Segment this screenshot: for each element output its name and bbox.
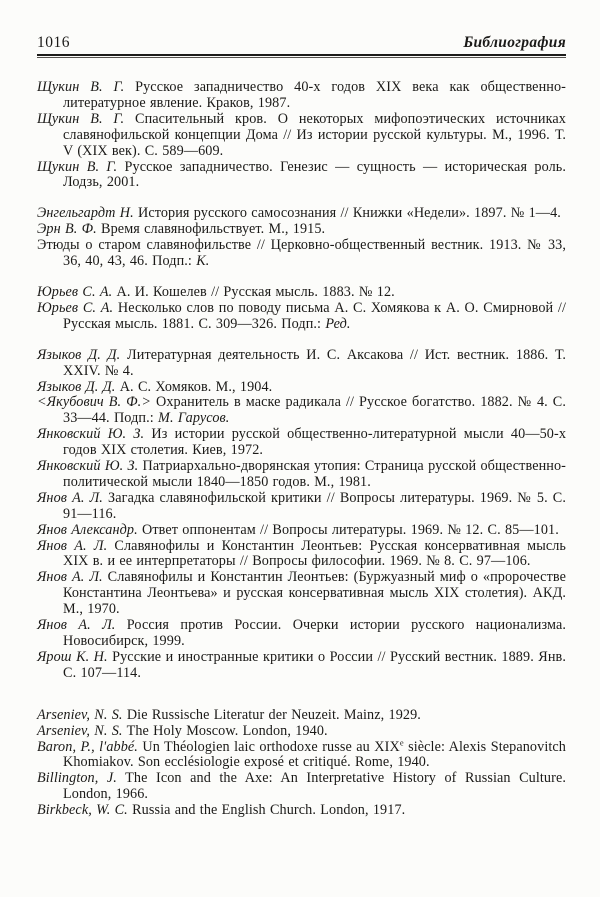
entry-text: Russia and the English Church. London, 1917. [127, 802, 406, 819]
entry-author: Arseniev, N. S. [37, 722, 123, 739]
entry-author: Янов А. Л. [37, 537, 108, 554]
entry-author: Янов А. Л. [37, 489, 103, 506]
bibliography-group-latin-group [37, 708, 566, 819]
entry-author: Янковский Ю. З. [37, 426, 145, 443]
running-head: Библиография [463, 34, 566, 51]
bibliography-entry [37, 650, 566, 682]
entry-signature: М. Гарусов. [158, 410, 230, 427]
bibliography-entry [37, 301, 566, 333]
bibliography-entry [37, 491, 566, 523]
bibliography-entry [37, 523, 566, 539]
entry-text: Русское западничество 40-х годов XIX века как общественно-литературное явление. Краков, 1987. [63, 79, 566, 111]
entry-text: Из истории русской общественно-литературной мысли 40—50-х годов XIX столетия. Киев, 1972. [63, 426, 567, 459]
superscript-text: e [399, 736, 404, 747]
entry-text: Ответ оппонентам // Вопросы литературы. 1969. № 12. С. 85—101. [137, 521, 559, 538]
bibliography-group-yuriev-group [37, 285, 566, 333]
bibliography-entry [37, 427, 566, 459]
entry-author: Языков Д. Д. [37, 378, 116, 395]
entry-text: Загадка славянофильской критики // Вопросы литературы. 1969. № 5. С. 91—116. [63, 489, 567, 522]
entry-text: The Holy Moscow. London, 1940. [122, 722, 328, 739]
bibliography-entry [37, 736, 566, 772]
bibliography-entry [37, 803, 566, 819]
bibliography-group-ya-group [37, 348, 566, 682]
bibliography-entry [37, 380, 566, 396]
entry-author: Юрьев С. А. [37, 283, 113, 300]
entry-author: Щукин В. Г. [37, 158, 118, 175]
bibliography-entry [37, 708, 566, 724]
entry-text: Охранитель в маске радикала // Русское богатство. 1882. № 4. С. 33—44. Подп.: [63, 394, 567, 427]
bibliography-entry [37, 80, 566, 112]
bibliography-entry [37, 222, 566, 238]
entry-text: Россия против России. Очерки истории русского национализма. Новосибирск, 1999. [63, 617, 567, 649]
bibliography-list [37, 80, 566, 819]
entry-text: Un Théologien laic orthodoxe russe au XIX [137, 738, 400, 755]
bibliography-entry [37, 395, 566, 427]
bibliography-entry [37, 771, 566, 803]
entry-author: Янов А. Л. [37, 569, 103, 586]
entry-text: Русские и иностранные критики о России // Русский вестник. 1889. Янв. С. 107—114. [63, 648, 566, 681]
entry-text: Патриархально-дворянская утопия: Страница русской общественно-политической мысли 1840—1850 годов. М., 1981. [63, 458, 566, 490]
entry-text: siècle: Alexis Stepanovitch Khomiakov. Son ecclésiologie exposé et critiqué. Rome, 1940. [63, 738, 566, 771]
entry-text: А. С. Хомяков. М., 1904. [115, 378, 273, 395]
entry-text: Этюды о старом славянофильстве // Церковно-общественный вестник. 1913. № 33, 36, 40, 43, 46. Подп.: [37, 237, 566, 270]
bibliography-entry [37, 160, 566, 192]
entry-author: Янов А. Л. [37, 617, 116, 634]
entry-text: История русского самосознания // Книжки «Недели». 1897. № 1—4. [133, 205, 561, 222]
bibliography-entry [37, 348, 566, 380]
entry-author: Эрн В. Ф. [37, 221, 97, 238]
entry-text: Die Russische Literatur der Neuzeit. Mainz, 1929. [122, 706, 421, 723]
bibliography-entry [37, 459, 566, 491]
entry-author: Ярош К. Н. [37, 648, 108, 665]
bibliography-entry [37, 570, 566, 618]
entry-author: Энгельгардт Н. [37, 205, 134, 222]
entry-author: <Якубович В. Ф.> [37, 394, 152, 411]
page-header [37, 34, 566, 52]
header-rule [37, 54, 566, 58]
entry-text: Время славянофильствует. М., 1915. [96, 221, 326, 238]
entry-text: Славянофилы и Константин Леонтьев: (Буржуазный миф о «пророчестве Константина Леонтьева» и русская консервативная мысль XIX столетия). АКД. М., 1970. [63, 569, 566, 618]
entry-text: Славянофилы и Константин Леонтьев: Русская консервативная мысль XIX в. и ее интерпретаторы // Вопросы философии. 1969. № 8. С. 97—106. [63, 537, 566, 570]
bibliography-entry [37, 238, 566, 270]
entry-author: Юрьев С. А. [37, 299, 114, 316]
bibliography-entry [37, 618, 566, 650]
entry-text: The Icon and the Axe: An Interpretative History of Russian Culture. London, 1966. [63, 770, 566, 803]
entry-signature: Ред. [325, 315, 351, 332]
bibliography-group-shchukin-group [37, 80, 566, 191]
entry-text: Литературная деятельность И. С. Аксакова // Ист. вестник. 1886. Т. XXIV. № 4. [63, 346, 566, 379]
entry-author: Baron, P., l'abbé. [37, 738, 138, 755]
entry-author: Янов Александр. [37, 521, 138, 538]
entry-text: Русское западничество. Генезис — сущность — историческая роль. Лодзь, 2001. [63, 158, 566, 191]
bibliography-entry [37, 724, 566, 740]
page-number: 1016 [37, 34, 70, 51]
bibliography-entry [37, 539, 566, 571]
entry-author: Щукин В. Г. [37, 79, 125, 95]
entry-text: А. И. Кошелев // Русская мысль. 1883. № 12. [112, 283, 395, 300]
entry-signature: К. [196, 253, 210, 270]
entry-author: Arseniev, N. S. [37, 706, 123, 723]
entry-author: Billington, J. [37, 770, 117, 787]
entry-author: Birkbeck, W. C. [37, 802, 128, 819]
entry-author: Языков Д. Д. [37, 346, 121, 363]
entry-text: Спасительный кров. О некоторых мифопоэтических источниках славянофильской концепции Дома // Из истории русской культуры. М., 1996. Т. V (XIX век). С. 589—609. [63, 110, 566, 159]
bibliography-group-e-group [37, 206, 566, 270]
bibliography-entry [37, 112, 566, 160]
entry-author: Янковский Ю. З. [37, 458, 139, 475]
bibliography-entry [37, 206, 566, 222]
entry-author: Щукин В. Г. [37, 110, 125, 127]
entry-text: Несколько слов по поводу письма А. С. Хомякова к А. О. Смирновой // Русская мысль. 1881. С. 309—326. Подп.: [63, 299, 566, 332]
bibliography-entry [37, 285, 566, 301]
